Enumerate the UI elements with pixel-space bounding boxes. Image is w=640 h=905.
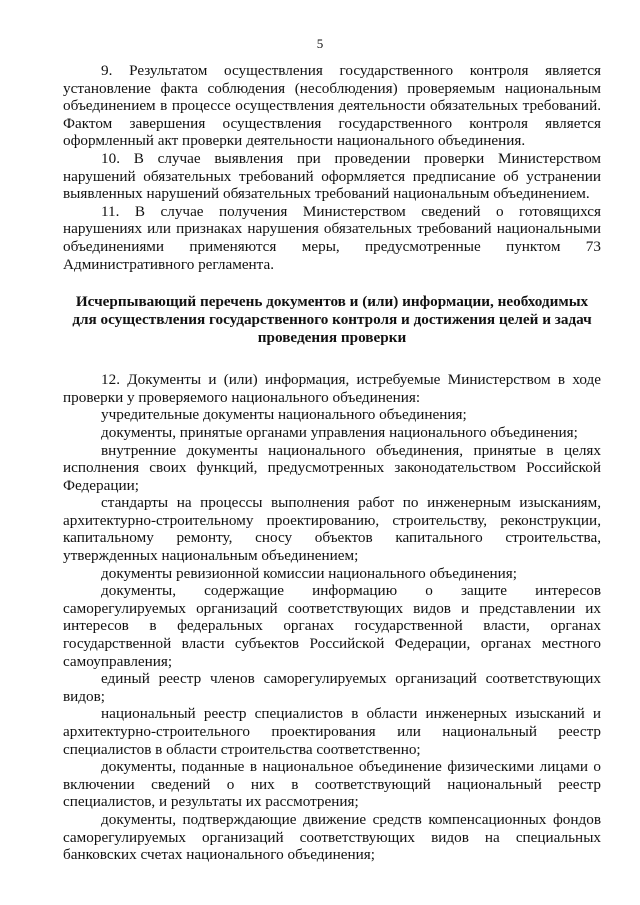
list-item: документы, поданные в национальное объединение физическими лицами о включении сведений о них в соответствующий национальный реестр специалистов, и результаты их рассмотрения; bbox=[63, 758, 601, 811]
paragraph-12: 12. Документы и (или) информация, истребуемые Министерством в ходе проверки у проверяемого национального объединения: bbox=[63, 371, 601, 406]
list-item: единый реестр членов саморегулируемых организаций соответствующих видов; bbox=[63, 670, 601, 705]
section-heading-line-1: Исчерпывающий перечень документов и (или) информации, необходимых bbox=[75, 293, 589, 311]
paragraph-10: 10. В случае выявления при проведении проверки Министерством нарушений обязательных требований оформляется предписание об устранении выявленных нарушений обязательных требований национальным объединением. bbox=[63, 149, 601, 203]
list-item: документы, содержащие информацию о защите интересов саморегулируемых организаций соответствующих видов и представлении их интересов в федеральных органах государственной власти, органах государственной власти субъектов Российской Федерации, органах местного самоуправления; bbox=[63, 582, 601, 670]
section-heading bbox=[63, 293, 601, 347]
page-number: 5 bbox=[316, 36, 324, 51]
list-item: документы, подтверждающие движение средств компенсационных фондов саморегулируемых организаций соответствующих видов на специальных банковских счетах национального объединения; bbox=[63, 810, 601, 864]
document-body bbox=[63, 62, 601, 864]
list-item: внутренние документы национального объединения, принятые в целях исполнения своих функций, предусмотренных законодательством Российской Федерации; bbox=[63, 441, 601, 494]
list-item: национальный реестр специалистов в области инженерных изысканий и архитектурно-строительного проектирования или национальный реестр специалистов в области строительства соответственно; bbox=[63, 705, 601, 758]
section-heading-line-2: для осуществления государственного контроля и достижения целей и задач bbox=[72, 311, 592, 329]
paragraph-9: 9. Результатом осуществления государственного контроля является установление факта соблюдения (несоблюдения) проверяемым национальным объединением в процессе осуществления деятельности обязательных требований. Фактом завершения осуществления государственного контроля является оформленный акт проверки деятельности национального объединения. bbox=[63, 62, 601, 150]
paragraph-11: 11. В случае получения Министерством сведений о готовящихся нарушениях или признаках нарушения обязательных требований национальными объединениями применяются меры, предусмотренные пунктом 73 Административного регламента. bbox=[63, 202, 601, 273]
list-item: документы ревизионной комиссии национального объединения; bbox=[101, 564, 518, 582]
list-item: стандарты на процессы выполнения работ по инженерным изысканиям, архитектурно-строительному проектированию, строительству, реконструкции, капитальному ремонту, сносу объектов капитального строительства, утвержденных национальным объединением; bbox=[63, 494, 601, 565]
list-item: учредительные документы национального объединения; bbox=[101, 406, 467, 424]
section-heading-line-3: проведения проверки bbox=[257, 329, 407, 347]
list-item: документы, принятые органами управления национального объединения; bbox=[101, 423, 578, 441]
document-list-section bbox=[63, 371, 601, 864]
